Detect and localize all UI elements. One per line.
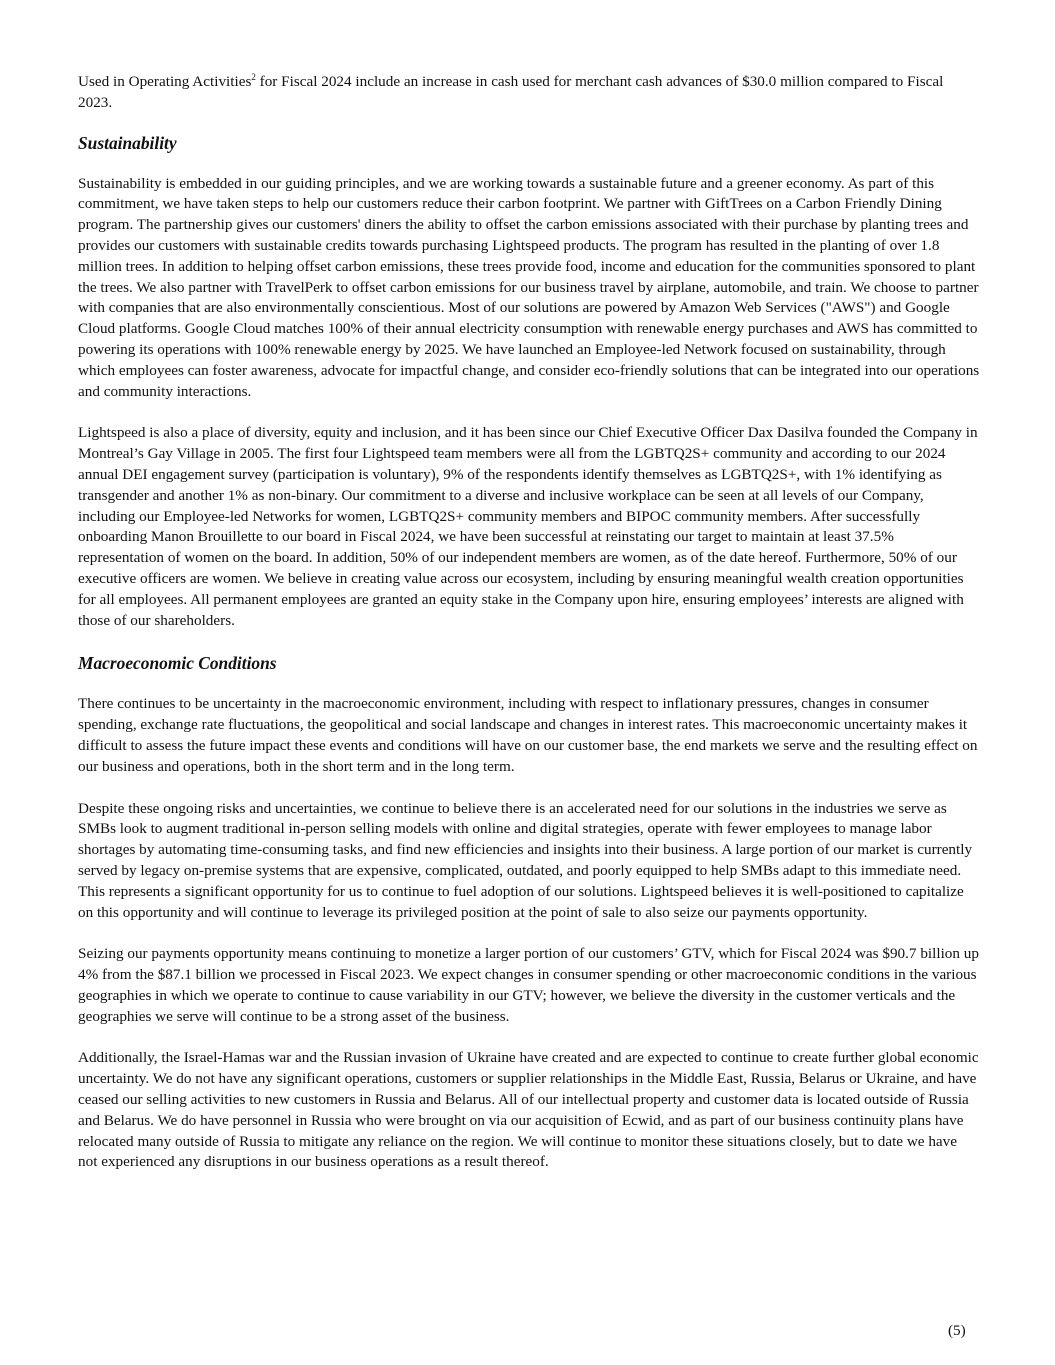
- paragraph-macro-1: There continues to be uncertainty in the macroeconomic environment, including with respect to inflationary pressures, changes in consumer spending, exchange rate fluctuations, the geopolitical and social landscape and changes in interest rates. This macroeconomic uncertainty makes it difficult to assess the future impact these events and conditions will have on our customer base, the end markets we serve and the resulting effect on our business and operations, both in the short term and in the long term.: [78, 695, 978, 775]
- section-heading-sustainability: Sustainability: [78, 132, 177, 153]
- intro-paragraph: [78, 72, 980, 114]
- paragraph-macro-3: Seizing our payments opportunity means continuing to monetize a larger portion of our customers’ GTV, which for Fiscal 2024 was $90.7 billion up 4% from the $87.1 billion we processed in Fiscal 2023. We expect changes in consumer spending or other macroeconomic conditions in the various geographies in which we operate to continue to cause variability in our GTV; however, we believe the diversity in the customer verticals and the geographies we serve will continue to be a strong asset of the business.: [78, 945, 979, 1025]
- section-macroeconomic-conditions: [78, 652, 980, 1173]
- footnote-marker: 2: [251, 72, 256, 82]
- section-heading-macroeconomic: Macroeconomic Conditions: [78, 653, 277, 674]
- page-number: (5): [948, 1322, 966, 1339]
- section-sustainability: [78, 132, 980, 632]
- intro-text-before: Used in Operating Activities: [78, 73, 252, 90]
- paragraph-sustainability-2: Lightspeed is also a place of diversity, equity and inclusion, and it has been since our Chief Executive Officer Dax Dasilva founded the Company in Montreal’s Gay Village in 2005. The first four Lightspeed team members were all from the LGBTQ2S+ community and according to our 2024 annual DEI engagement survey (participation is voluntary), 9% of the respondents identify themselves as LGBTQ2S+, with 1% identifying as transgender and another 1% as non-binary. Our commitment to a diverse and inclusive workplace can be seen at all levels of our Company, including our Employee-led Networks for women, LGBTQ2S+ community members and BIPOC community members. After successfully onboarding Manon Brouillette to our board in Fiscal 2024, we have been successful at reinstating our target to maintain at least 37.5% representation of women on the board. In addition, 50% of our independent members are women, as of the date hereof. Furthermore, 50% of our executive officers are women. We believe in creating value across our ecosystem, including by ensuring meaningful wealth creation opportunities for all employees. All permanent employees are granted an equity stake in the Company upon hire, ensuring employees’ interests are aligned with those of our shareholders.: [78, 424, 978, 629]
- intro-text-after: for Fiscal 2024 include an increase in cash used for merchant cash advances of $30.0 million compared to Fiscal 2023.: [78, 73, 944, 111]
- document-page: [78, 72, 980, 1194]
- paragraph-sustainability-1: Sustainability is embedded in our guiding principles, and we are working towards a sustainable future and a greener economy. As part of this commitment, we have taken steps to help our customers reduce their carbon footprint. We partner with GiftTrees on a Carbon Friendly Dining program. The partnership gives our customers' diners the ability to offset the carbon emissions associated with their purchase by planting trees and provides our customers with sustainable credits towards purchasing Lightspeed products. The program has resulted in the planting of over 1.8 million trees. In addition to helping offset carbon emissions, these trees provide food, income and education for the communities sponsored to plant the trees. We also partner with TravelPerk to offset carbon emissions for our business travel by airplane, automobile, and train. We choose to partner with companies that are also environmentally conscientious. Most of our solutions are powered by Amazon Web Services ("AWS") and Google Cloud platforms. Google Cloud matches 100% of their annual electricity consumption with renewable energy purchases and AWS has committed to powering its operations with 100% renewable energy by 2025. We have launched an Employee-led Network focused on sustainability, through which employees can foster awareness, advocate for impactful change, and consider eco-friendly solutions that can be integrated into our operations and community interactions.: [78, 174, 980, 400]
- paragraph-macro-2: Despite these ongoing risks and uncertainties, we continue to believe there is an accelerated need for our solutions in the industries we serve as SMBs look to augment traditional in-person selling models with online and digital strategies, operate with fewer employees to manage labor shortages by automating time-consuming tasks, and find new efficiencies and insights into their business. A large portion of our market is currently served by legacy on-premise systems that are expensive, complicated, outdated, and poorly equipped to help SMBs adapt to this immediate need. This represents a significant opportunity for us to continue to fuel adoption of our solutions. Lightspeed believes it is well-positioned to capitalize on this opportunity and will continue to leverage its privileged position at the point of sale to also seize our payments opportunity.: [78, 799, 973, 921]
- paragraph-macro-4: Additionally, the Israel-Hamas war and the Russian invasion of Ukraine have created and are expected to continue to create further global economic uncertainty. We do not have any significant operations, customers or supplier relationships in the Middle East, Russia, Belarus or Ukraine, and have ceased our selling activities to new customers in Russia and Belarus. All of our intellectual property and customer data is located outside of Russia and Belarus. We do have personnel in Russia who were brought on via our acquisition of Ecwid, and as part of our business continuity plans have relocated many outside of Russia to mitigate any reliance on the region. We will continue to monitor these situations closely, but to date we have not experienced any disruptions in our business operations as a result thereof.: [78, 1049, 979, 1171]
